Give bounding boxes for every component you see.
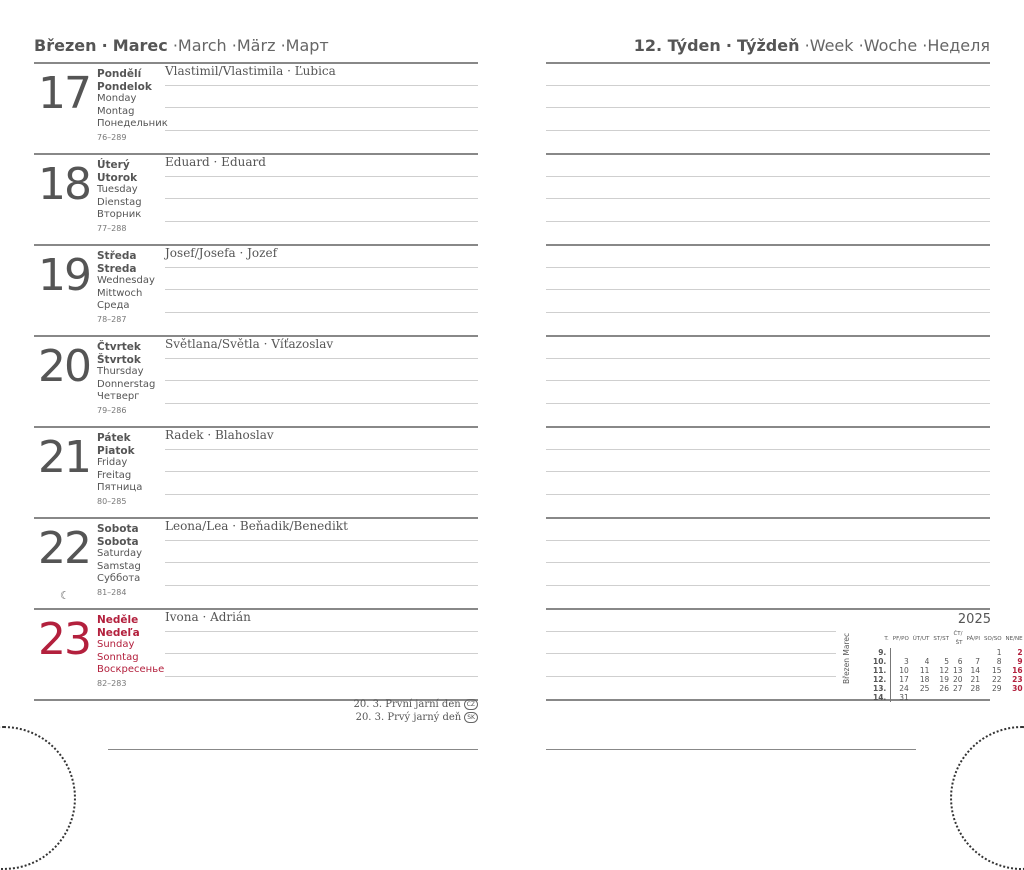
mini-calendar-day: 21 — [970, 675, 981, 684]
mini-calendar-day: 19 — [939, 675, 949, 684]
day-name-en: Tuesday — [97, 184, 138, 195]
footer-line — [546, 749, 916, 750]
day-names — [97, 614, 177, 690]
mini-calendar-day: 22 — [992, 675, 1002, 684]
writing-line — [165, 312, 478, 313]
separator: · — [922, 36, 928, 55]
mini-calendar-day — [1004, 693, 1024, 702]
writing-line — [165, 494, 478, 495]
writing-line — [546, 494, 990, 495]
name-day: Ivona · Adrián — [165, 610, 251, 624]
writing-line — [546, 221, 990, 222]
mini-calendar-row — [871, 693, 1024, 702]
writing-line — [546, 540, 990, 541]
day-name-cz: Neděle — [97, 614, 139, 626]
holiday-text: 20. 3. Prvý jarný deň — [355, 712, 462, 723]
mini-calendar-day: 4 — [924, 657, 930, 666]
mini-calendar-header: ST/ST — [933, 635, 949, 642]
mini-calendar-row — [871, 684, 1024, 693]
day-name-en: Saturday — [97, 548, 143, 559]
writing-line — [165, 85, 478, 86]
mini-calendar-day — [911, 693, 932, 702]
mini-calendar-row — [871, 666, 1024, 675]
day-name-de: Freitag — [97, 469, 132, 481]
writing-line — [546, 267, 990, 268]
week-ru: Неделя — [927, 36, 990, 55]
day-name-sk: Sobota — [97, 535, 139, 548]
day-number: 17 — [38, 68, 90, 119]
writing-line — [165, 631, 478, 632]
separator: · — [280, 36, 286, 55]
week-en: Week — [809, 36, 854, 55]
week-number: 9. — [871, 648, 891, 657]
day-number: 21 — [38, 432, 90, 483]
mini-calendar-day: 3 — [904, 657, 909, 666]
mini-calendar-header: ČT/ŠT — [953, 631, 963, 646]
day-name-cz: Pondělí — [97, 68, 142, 80]
day-name-en: Monday — [97, 93, 137, 104]
writing-line — [165, 176, 478, 177]
mini-calendar-day: 11 — [919, 666, 930, 675]
writing-line — [165, 221, 478, 222]
mini-calendar-month — [843, 632, 857, 684]
week-number: 10. — [871, 657, 891, 666]
writing-line — [165, 676, 478, 677]
mini-calendar-year: 2025 — [957, 612, 991, 627]
day-count: 76–289 — [97, 132, 127, 142]
day-number: 18 — [38, 159, 90, 210]
writing-line — [546, 107, 990, 108]
week-header — [634, 36, 990, 55]
day-name-cz: Pátek — [97, 432, 131, 444]
day-count: 78–287 — [97, 314, 127, 324]
moon-phase-icon: ☾ — [60, 589, 70, 602]
day-name-sk: Streda — [97, 262, 137, 275]
mini-calendar-day: 23 — [1012, 675, 1023, 684]
writing-line — [546, 585, 990, 586]
day-name-en: Friday — [97, 457, 128, 468]
day-name-sk: Utorok — [97, 171, 138, 184]
mini-calendar-day: 7 — [975, 657, 981, 666]
writing-line — [546, 380, 990, 381]
day-divider — [34, 62, 478, 64]
day-name-cz: Sobota — [97, 523, 139, 535]
mini-calendar-day: 30 — [1012, 684, 1023, 693]
writing-line — [546, 653, 836, 654]
day-count: 81–284 — [97, 587, 127, 597]
writing-line — [546, 85, 990, 86]
mini-calendar-day: 8 — [996, 657, 1002, 666]
mini-calendar-day: 24 — [899, 684, 909, 693]
holiday-sk — [356, 712, 478, 723]
day-divider — [546, 62, 990, 64]
writing-line — [165, 358, 478, 359]
name-day: Leona/Lea · Beňadik/Benedikt — [165, 519, 348, 533]
week-de: Woche — [863, 36, 918, 55]
day-name-en: Sunday — [97, 639, 135, 650]
mini-calendar-day: 31 — [899, 693, 909, 702]
writing-line — [165, 585, 478, 586]
country-badge: CZ — [464, 699, 478, 710]
mini-calendar-day: 18 — [919, 675, 930, 684]
day-count: 79–286 — [97, 405, 127, 415]
week-number: 11. — [871, 666, 891, 675]
mini-calendar-day: 14 — [970, 666, 981, 675]
writing-line — [165, 130, 478, 131]
writing-line — [546, 471, 990, 472]
day-name-cz: Úterý — [97, 159, 130, 171]
day-names — [97, 68, 177, 144]
day-name-cz: Čtvrtek — [97, 341, 141, 353]
mini-calendar-day: 13 — [952, 666, 963, 675]
day-name-de: Donnerstag — [97, 378, 156, 390]
mini-calendar-header: PÁ/PI — [966, 635, 981, 642]
name-day: Radek · Blahoslav — [165, 428, 274, 442]
writing-line — [165, 562, 478, 563]
day-name-de: Montag — [97, 105, 135, 117]
week-cz: 12. Týden — [633, 36, 721, 55]
month-sk: Marec — [112, 36, 168, 55]
binding-ring-right — [950, 726, 1024, 870]
day-names — [97, 523, 177, 599]
month-en: March — [177, 36, 227, 55]
day-divider — [546, 153, 990, 155]
day-name-cz: Středa — [97, 250, 137, 262]
day-name-ru: Суббота — [97, 573, 141, 584]
mini-calendar-day: 9 — [1017, 657, 1023, 666]
writing-line — [165, 107, 478, 108]
mini-calendar-header: ÚT/UT — [912, 635, 930, 642]
week-sk: Týždeň — [737, 36, 800, 55]
holiday-text: 20. 3. První jarní den — [353, 699, 461, 710]
separator: · — [231, 36, 237, 55]
writing-line — [165, 198, 478, 199]
writing-line — [165, 540, 478, 541]
day-divider — [546, 608, 990, 610]
day-name-ru: Воскресенье — [97, 664, 165, 675]
day-number: 19 — [38, 250, 90, 301]
writing-line — [165, 289, 478, 290]
mini-calendar-day — [965, 648, 983, 657]
mini-calendar-day: 5 — [944, 657, 949, 666]
month-cz: Březen — [34, 36, 97, 55]
mini-calendar-row — [871, 657, 1024, 666]
day-divider — [546, 335, 990, 337]
mini-calendar-day: 17 — [899, 675, 909, 684]
mini-calendar-day: 20 — [952, 675, 963, 684]
writing-line — [165, 380, 478, 381]
day-divider — [34, 517, 478, 519]
mini-calendar-day: 6 — [957, 657, 963, 666]
day-number: 23 — [38, 614, 90, 665]
name-day: Vlastimil/Vlastimila · Ľubica — [165, 64, 336, 78]
day-name-sk: Pondelok — [97, 80, 152, 93]
mini-calendar-header: SO/SO — [984, 635, 1002, 642]
country-badge: SK — [464, 712, 478, 723]
writing-line — [165, 449, 478, 450]
mini-calendar-day: 25 — [919, 684, 930, 693]
day-count: 80–285 — [97, 496, 127, 506]
week-number: 12. — [871, 675, 891, 684]
writing-line — [546, 358, 990, 359]
mini-calendar-row — [871, 675, 1024, 684]
day-name-ru: Четверг — [97, 391, 140, 402]
writing-line — [165, 267, 478, 268]
day-count: 82–283 — [97, 678, 127, 688]
writing-line — [546, 631, 836, 632]
day-names — [97, 159, 177, 235]
day-name-sk: Piatok — [97, 444, 135, 457]
day-divider — [34, 153, 478, 155]
mini-calendar-day: 1 — [996, 648, 1002, 657]
mini-calendar-grid — [871, 630, 1024, 702]
day-divider — [34, 426, 478, 428]
name-day: Světlana/Světla · Víťazoslav — [165, 337, 334, 351]
month-sk: Marec — [842, 632, 851, 656]
mini-calendar-day: 16 — [1012, 666, 1023, 675]
separator: · — [725, 36, 732, 55]
mini-calendar-row — [871, 648, 1024, 657]
mini-calendar-day: 27 — [952, 684, 963, 693]
week-number: 13. — [871, 684, 891, 693]
mini-calendar-header: NE/NE — [1005, 635, 1023, 642]
day-name-de: Sonntag — [97, 651, 139, 663]
day-name-en: Thursday — [97, 366, 144, 377]
writing-line — [546, 562, 990, 563]
mini-calendar-day: 2 — [1017, 648, 1023, 657]
name-day: Eduard · Eduard — [165, 155, 266, 169]
writing-line — [546, 198, 990, 199]
mini-calendar-day — [951, 693, 965, 702]
mini-calendar-day — [982, 693, 1004, 702]
month-cz: Březen — [842, 657, 851, 684]
writing-line — [546, 176, 990, 177]
day-divider — [546, 426, 990, 428]
day-divider — [34, 335, 478, 337]
writing-line — [546, 130, 990, 131]
writing-line — [165, 403, 478, 404]
mini-calendar-header: T. — [884, 635, 889, 642]
writing-line — [546, 449, 990, 450]
day-number: 22 — [38, 523, 90, 574]
separator: · — [172, 36, 178, 55]
binding-ring-left — [0, 726, 76, 870]
month-header — [34, 36, 329, 55]
mini-calendar-day: 15 — [992, 666, 1002, 675]
name-day: Josef/Josefa · Jozef — [165, 246, 278, 260]
writing-line — [546, 312, 990, 313]
day-divider — [34, 608, 478, 610]
day-number: 20 — [38, 341, 90, 392]
week-number: 14. — [871, 693, 891, 702]
writing-line — [165, 471, 478, 472]
month-ru: Март — [285, 36, 329, 55]
footer-line — [108, 749, 478, 750]
day-name-de: Mittwoch — [97, 287, 143, 299]
mini-calendar-day — [911, 648, 932, 657]
day-names — [97, 341, 177, 417]
writing-line — [546, 676, 836, 677]
mini-calendar-day — [965, 693, 983, 702]
day-name-ru: Вторник — [97, 209, 142, 220]
mini-calendar-day — [951, 648, 965, 657]
day-name-ru: Понедельник — [97, 118, 168, 129]
day-divider — [546, 244, 990, 246]
separator: · — [858, 36, 864, 55]
day-names — [97, 250, 177, 326]
separator: · — [804, 36, 810, 55]
holiday-cz — [353, 699, 478, 710]
day-name-en: Wednesday — [97, 275, 155, 286]
writing-line — [165, 653, 478, 654]
day-divider — [546, 517, 990, 519]
mini-calendar-day: 29 — [992, 684, 1002, 693]
day-name-sk: Štvrtok — [97, 353, 141, 366]
day-name-ru: Среда — [97, 300, 130, 311]
day-name-ru: Пятница — [97, 482, 143, 493]
separator: · — [101, 36, 108, 55]
mini-calendar-day — [931, 648, 951, 657]
day-name-de: Dienstag — [97, 196, 142, 208]
day-name-sk: Nedeľa — [97, 626, 140, 639]
mini-calendar-day: 26 — [939, 684, 949, 693]
mini-calendar-day — [891, 648, 911, 657]
mini-calendar-day: 28 — [970, 684, 981, 693]
writing-line — [546, 403, 990, 404]
mini-calendar-day: 12 — [939, 666, 949, 675]
day-names — [97, 432, 177, 508]
writing-line — [546, 289, 990, 290]
day-count: 77–288 — [97, 223, 127, 233]
month-de: März — [236, 36, 276, 55]
mini-calendar-header: PF/PO — [892, 635, 909, 642]
mini-calendar-day — [931, 693, 951, 702]
day-divider — [34, 244, 478, 246]
mini-calendar-day: 10 — [899, 666, 909, 675]
day-name-de: Samstag — [97, 560, 141, 572]
